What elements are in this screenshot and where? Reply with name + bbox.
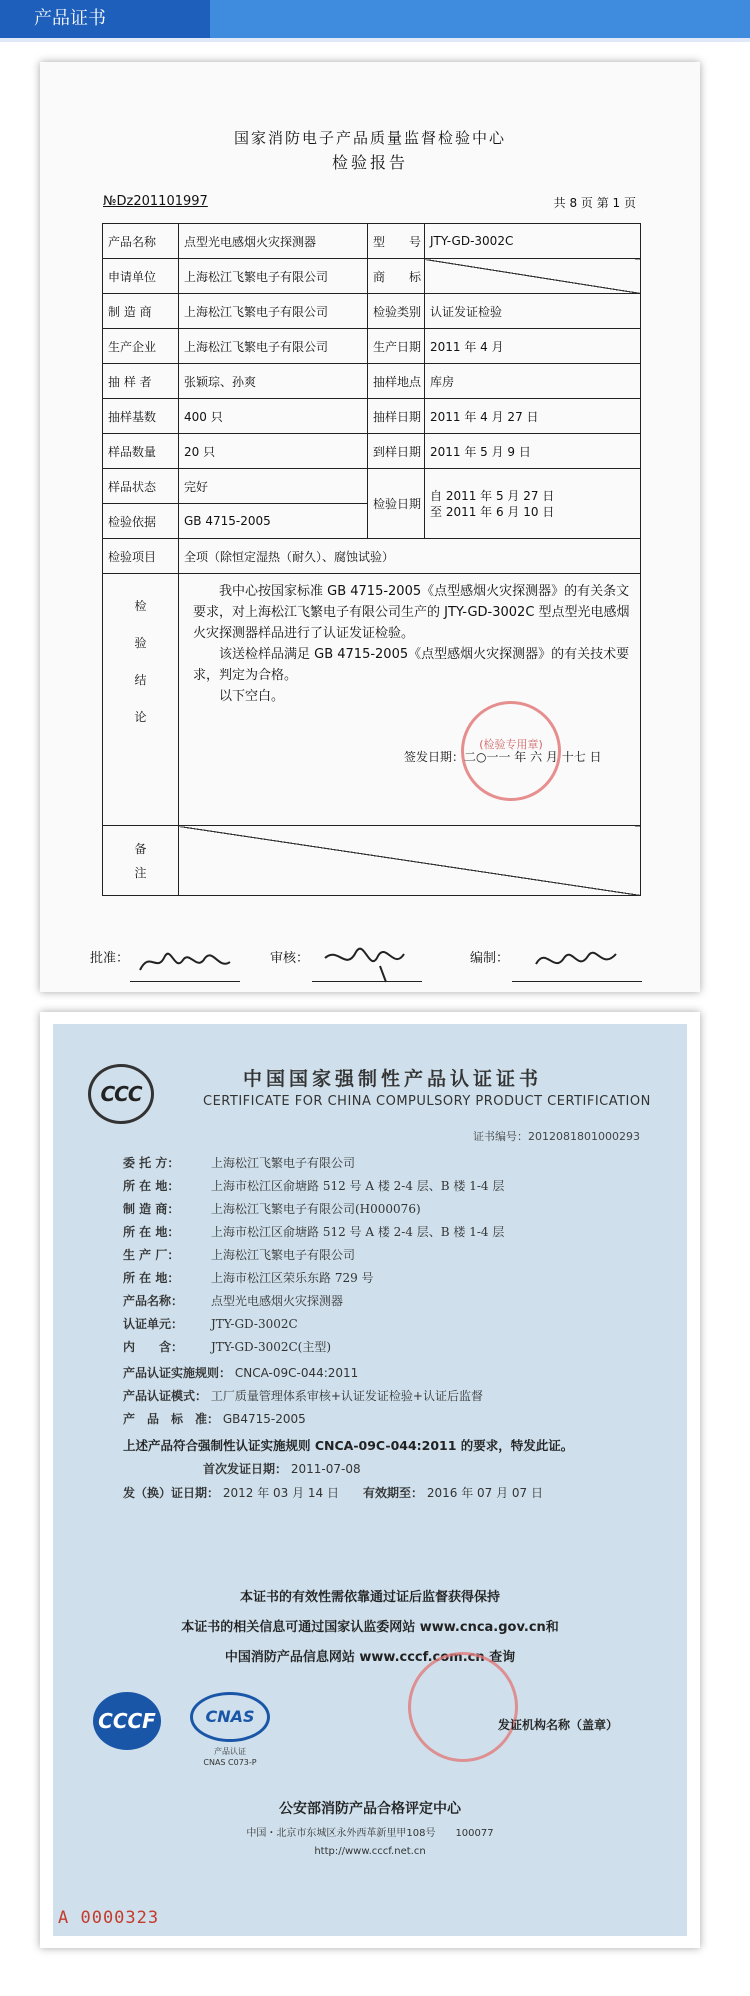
field-value: 上海市松江区俞塘路 512 号 A 楼 2-4 层、B 楼 1-4 层 xyxy=(211,1179,505,1193)
cell-label: 样品数量 xyxy=(103,434,179,469)
test-date-from: 自 2011 年 5 月 27 日 xyxy=(430,488,555,503)
cert-field-row xyxy=(123,1246,355,1263)
compile-signature xyxy=(530,940,630,980)
cell-value: 上海松江飞繁电子有限公司 xyxy=(179,294,368,329)
conclusion-text xyxy=(179,574,640,707)
table-row xyxy=(103,539,641,574)
cell-value: 张颖琮、孙爽 xyxy=(179,364,368,399)
cccf-logo: CCCF xyxy=(93,1692,161,1750)
certification-center-address: 中国・北京市东城区永外西革新里甲108号 100077 xyxy=(246,1828,494,1839)
cell-value: 2011 年 4 月 27 日 xyxy=(425,399,641,434)
cert-validity-note: 本证书的有效性需依靠通过证后监督获得保持 xyxy=(239,1590,500,1605)
table-row xyxy=(103,399,641,434)
cell-label: 样品状态 xyxy=(103,469,179,504)
field-value: 上海松江飞繁电子有限公司(H000076) xyxy=(211,1202,421,1216)
cert-first-issue-row xyxy=(203,1460,361,1477)
certificate-title-en: CERTIFICATE FOR CHINA COMPULSORY PRODUCT CERTIFICATION xyxy=(203,1094,651,1109)
header-divider xyxy=(0,38,750,42)
cert-field-row xyxy=(123,1200,421,1217)
ccc-certificate-document xyxy=(40,1012,700,1948)
certification-center-website: http://www.cccf.net.cn xyxy=(314,1846,426,1857)
cert-field-row xyxy=(123,1223,504,1240)
cell-value: 点型光电感烟火灾探测器 xyxy=(179,224,368,259)
report-issuer-title: 国家消防电子产品质量监督检验中心 xyxy=(233,129,506,147)
cell-value: 全项（除恒定湿热（耐久）、腐蚀试验） xyxy=(179,539,641,574)
cell-label: 型 号 xyxy=(368,224,425,259)
field-label: 产品名称： xyxy=(123,1294,184,1308)
cert-field-row xyxy=(123,1292,343,1309)
table-row xyxy=(103,364,641,399)
conclusion-label-char: 结 xyxy=(134,673,147,687)
cnas-logo: CNAS xyxy=(190,1692,270,1742)
remarks-label-char: 备 xyxy=(134,841,147,856)
cell-value: 400 只 xyxy=(179,399,368,434)
table-row xyxy=(103,259,641,294)
conclusion-paragraph-3: 以下空白。 xyxy=(219,689,285,704)
field-label: 认证单元： xyxy=(123,1317,184,1331)
table-row xyxy=(103,469,641,504)
section-tab-certificates[interactable]: 产品证书 xyxy=(0,0,210,38)
certificate-number: 证书编号：2012081801000293 xyxy=(473,1130,640,1143)
field-value: 上海市松江区荣乐东路 729 号 xyxy=(211,1271,374,1285)
field-value: JTY-GD-3002C xyxy=(211,1317,298,1331)
field-value: 上海市松江区俞塘路 512 号 A 楼 2-4 层、B 楼 1-4 层 xyxy=(211,1225,505,1239)
cert-rule-row xyxy=(123,1364,358,1381)
cell-value: 上海松江飞繁电子有限公司 xyxy=(179,329,368,364)
conclusion-label-char: 检 xyxy=(134,599,147,613)
cell-value: 2011 年 5 月 9 日 xyxy=(425,434,641,469)
cnas-caption-line: CNAS C073-P xyxy=(203,1758,257,1767)
cell-value: 2011 年 4 月 xyxy=(425,329,641,364)
field-label: 首次发证日期： xyxy=(203,1462,288,1476)
field-value: 上海松江飞繁电子有限公司 xyxy=(211,1248,356,1262)
cnas-caption xyxy=(190,1746,270,1768)
field-value: 2012 年 03 月 14 日 xyxy=(222,1486,339,1500)
field-value: 2011-07-08 xyxy=(290,1462,361,1476)
cell-label: 制 造 商 xyxy=(103,294,179,329)
field-value: 上海松江飞繁电子有限公司 xyxy=(211,1156,356,1170)
table-row-conclusion xyxy=(103,574,641,826)
field-label: 产品认证模式： xyxy=(123,1389,208,1403)
cert-field-row xyxy=(123,1154,355,1171)
field-label: 所 在 地： xyxy=(123,1179,180,1193)
table-row xyxy=(103,434,641,469)
remarks-empty-diagonal xyxy=(179,826,641,896)
cert-query-note-2: 中国消防产品信息网站 www.cccf.com.cn 查询 xyxy=(224,1650,516,1665)
issuer-name-label: 发证机构名称（盖章） xyxy=(498,1718,619,1732)
cell-label: 抽样基数 xyxy=(103,399,179,434)
cert-statement: 上述产品符合强制性认证实施规则 CNCA-09C-044:2011 的要求，特发此证。 xyxy=(123,1438,574,1453)
remarks-label-char: 注 xyxy=(134,865,147,880)
certification-seal-stamp xyxy=(408,1652,518,1762)
cell-label: 抽 样 者 xyxy=(103,364,179,399)
table-row xyxy=(103,224,641,259)
cell-label: 申请单位 xyxy=(103,259,179,294)
cell-label: 到样日期 xyxy=(368,434,425,469)
field-label: 委 托 方： xyxy=(123,1156,180,1170)
certificate-body xyxy=(53,1024,687,1936)
cell-label: 检验项目 xyxy=(103,539,179,574)
inspection-report-document xyxy=(40,62,700,992)
report-title: 检验报告 xyxy=(331,153,408,172)
approve-label: 批准： xyxy=(90,951,130,966)
field-value: JTY-GD-3002C(主型) xyxy=(211,1340,332,1354)
report-table xyxy=(102,223,641,896)
cell-value: 认证发证检验 xyxy=(425,294,641,329)
cell-value: GB 4715-2005 xyxy=(179,504,368,539)
cert-mode-row xyxy=(123,1387,483,1404)
cert-field-row xyxy=(123,1177,504,1194)
cell-label: 抽样地点 xyxy=(368,364,425,399)
field-label: 所 在 地： xyxy=(123,1271,180,1285)
certification-center-name: 公安部消防产品合格评定中心 xyxy=(279,1801,461,1817)
field-value: GB4715-2005 xyxy=(222,1412,306,1426)
cert-field-row xyxy=(123,1269,374,1286)
review-signature xyxy=(320,936,420,984)
cert-field-row xyxy=(123,1315,298,1332)
approve-signature xyxy=(135,942,245,982)
field-label: 产 品 标 准： xyxy=(123,1412,220,1426)
field-value: 点型光电感烟火灾探测器 xyxy=(211,1294,344,1308)
cell-label: 检验日期 xyxy=(368,469,425,539)
cell-label: 商 标 xyxy=(368,259,425,294)
cell-value: 20 只 xyxy=(179,434,368,469)
field-value: CNCA-09C-044:2011 xyxy=(234,1366,359,1380)
conclusion-label-char: 验 xyxy=(134,636,147,650)
cell-label: 检验依据 xyxy=(103,504,179,539)
cell-value: 库房 xyxy=(425,364,641,399)
certificate-title: 中国国家强制性产品认证证书 xyxy=(243,1068,543,1090)
cell-label: 生产企业 xyxy=(103,329,179,364)
remarks-label xyxy=(103,826,179,896)
field-label: 所 在 地： xyxy=(123,1225,180,1239)
cell-empty-diagonal xyxy=(425,259,641,294)
review-label: 审核： xyxy=(270,951,310,966)
cert-field-row xyxy=(123,1338,331,1355)
conclusion-paragraph-2: 该送检样品满足 GB 4715-2005《点型感烟火灾探测器》的有关技术要求，判定为合格。 xyxy=(193,647,630,683)
conclusion-paragraph-1: 我中心按国家标准 GB 4715-2005《点型感烟火灾探测器》的有关条文要求，对上海松江飞繁电子有限公司生产的 JTY-GD-3002C 型点型光电感烟火灾探测器样品进行了认证发证检验。 xyxy=(193,584,630,641)
cell-label: 生产日期 xyxy=(368,329,425,364)
field-value: 2016 年 07 月 07 日 xyxy=(426,1486,544,1500)
cert-reissue-row xyxy=(123,1484,543,1501)
test-date-to: 至 2011 年 6 月 10 日 xyxy=(430,504,555,519)
cell-value: JTY-GD-3002C xyxy=(425,224,641,259)
conclusion-content xyxy=(179,574,641,826)
report-page-count: 共 8 页 第 1 页 xyxy=(553,196,636,210)
field-label: 生 产 厂： xyxy=(123,1248,180,1262)
field-label: 产品认证实施规则： xyxy=(123,1366,232,1380)
conclusion-label-char: 论 xyxy=(134,710,147,724)
field-label: 发（换）证日期： xyxy=(123,1486,220,1500)
report-number: №Dz201101997 xyxy=(103,194,208,209)
page-header-bar xyxy=(0,0,750,38)
cell-value: 上海松江飞繁电子有限公司 xyxy=(179,259,368,294)
seal-label: (检验专用章) xyxy=(479,738,543,751)
table-row xyxy=(103,329,641,364)
ccc-logo: CCC xyxy=(88,1064,154,1124)
cert-query-note: 本证书的相关信息可通过国家认监委网站 www.cnca.gov.cn和 xyxy=(181,1620,559,1635)
field-label: 内 含： xyxy=(123,1340,184,1354)
cell-label: 检验类别 xyxy=(368,294,425,329)
table-row-remarks xyxy=(103,826,641,896)
certificate-serial-number: A 0000323 xyxy=(58,1908,160,1928)
field-label: 有效期至： xyxy=(363,1486,424,1500)
cell-label: 产品名称 xyxy=(103,224,179,259)
field-value: 工厂质量管理体系审核+认证发证检验+认证后监督 xyxy=(210,1389,483,1403)
table-row xyxy=(103,294,641,329)
cell-value: 完好 xyxy=(179,469,368,504)
cert-standard-row xyxy=(123,1410,306,1427)
cell-label: 抽样日期 xyxy=(368,399,425,434)
conclusion-label xyxy=(103,574,179,826)
issue-date: 签发日期：二○一一 年 六 月 十七 日 xyxy=(404,750,602,764)
field-label: 制 造 商： xyxy=(123,1202,180,1216)
cell-value-test-dates xyxy=(425,469,641,539)
cnas-caption-line: 产品认证 xyxy=(214,1747,246,1756)
compile-label: 编制： xyxy=(470,951,510,966)
